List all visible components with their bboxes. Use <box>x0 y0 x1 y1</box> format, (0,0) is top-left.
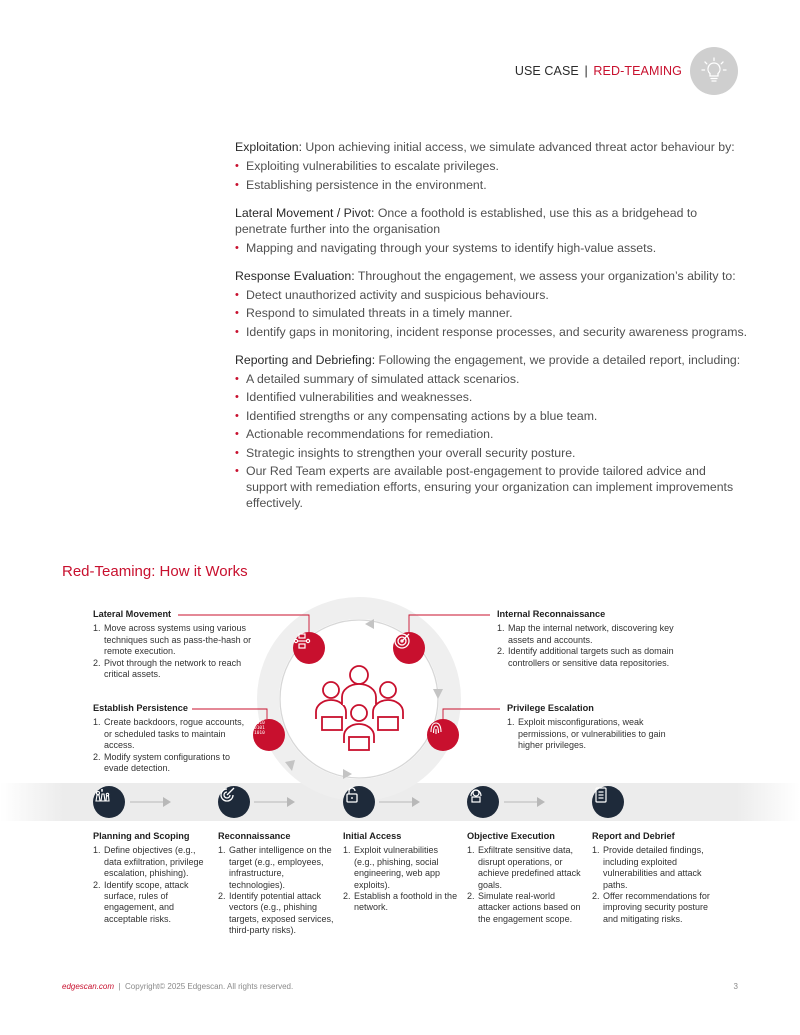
section-lead: Lateral Movement / Pivot: <box>235 205 375 220</box>
team-icon <box>316 666 403 750</box>
section-intro <box>235 268 747 284</box>
step-list <box>343 845 461 913</box>
callout-item: 1. Exploit misconfigurations, weak permissions, or vulnerabilities to gain higher privileges. <box>507 717 666 751</box>
header-label-text: USE CASE <box>514 64 579 78</box>
bullet-item: • Identify gaps in monitoring, incident response processes, and security awareness programs. <box>235 324 747 340</box>
step-item-text: Gather intelligence on the target (e.g., employees, infrastructure, technologies). <box>229 845 332 890</box>
step-item-text: Establish a foothold in the network. <box>354 891 458 913</box>
step-objective-execution <box>467 831 585 925</box>
section-exploitation <box>235 139 747 193</box>
callout-item-text: Move across systems using various techniques such as pass-the-hash or remote execution. <box>104 623 252 657</box>
lightbulb-icon <box>690 47 738 95</box>
svg-text:0101: 0101 <box>254 726 265 731</box>
step-item-text: Exploit vulnerabilities (e.g., phishing, social engineering, web app exploits). <box>354 845 441 890</box>
step-list <box>93 845 211 925</box>
step-list <box>467 845 585 925</box>
step-item-text: Simulate real-world attacker actions based on the engagement scope. <box>478 891 581 924</box>
section-text: Upon achieving initial access, we simulate advanced threat actor behaviour by: <box>302 140 735 154</box>
bullet-item: • Respond to simulated threats in a timely manner. <box>235 305 747 321</box>
callout-item: 2. Pivot through the network to reach critical assets. <box>93 657 242 680</box>
step-item: 2. Establish a foothold in the network. <box>343 891 458 913</box>
page-number: 3 <box>733 982 738 991</box>
step-item: 2. Offer recommendations for improving security posture and mitigating risks. <box>592 891 710 924</box>
bullet-item: • Identified strengths or any compensating actions by a blue team. <box>235 408 747 424</box>
callout-item-text: Identify additional targets such as domain controllers or sensitive data repositories. <box>508 646 674 668</box>
main-content <box>235 139 747 523</box>
step-item-text: Offer recommendations for improving security posture and mitigating risks. <box>603 891 710 924</box>
section-intro <box>235 352 747 368</box>
callout-item: 1. Create backdoors, rogue accounts, or scheduled tasks to maintain access. <box>93 717 245 751</box>
section-lateral-movement <box>235 205 747 256</box>
bullet-item: • Strategic insights to strengthen your overall security posture. <box>235 445 747 461</box>
svg-text:1010: 1010 <box>254 721 265 726</box>
section-text: Once a foothold is established, use this as a bridgehead to penetrate further into the organisation <box>235 205 698 236</box>
step-title: Report and Debrief <box>592 831 675 841</box>
callout-list <box>93 717 253 774</box>
bullet-item: • Exploiting vulnerabilities to escalate privileges. <box>235 158 747 174</box>
bullet-list <box>235 158 747 193</box>
chess-pieces-icon <box>93 786 125 818</box>
step-item-text: Identify scope, attack surface, rules of engagement, and acceptable risks. <box>104 879 189 924</box>
step-item: 1. Gather intelligence on the target (e.g., employees, infrastructure, technologies). <box>218 845 332 890</box>
step-item: 1. Provide detailed findings, including exploited vulnerabilities and attack paths. <box>592 845 704 890</box>
bullet-list <box>235 287 747 340</box>
lateral-movement-icon <box>293 632 325 664</box>
step-list <box>592 845 710 925</box>
step-report-debrief <box>592 831 710 925</box>
section-intro <box>235 139 747 155</box>
callout-title: Establish Persistence <box>93 703 188 713</box>
bullet-list <box>235 240 747 256</box>
callout-item-text: Create backdoors, rogue accounts, or scheduled tasks to maintain access. <box>104 717 245 751</box>
callout-item: 1. Map the internal network, discovering key assets and accounts. <box>497 623 674 645</box>
footer <box>62 982 738 991</box>
red-teaming-diagram <box>0 595 800 965</box>
step-title: Objective Execution <box>467 831 555 841</box>
step-item: 1. Define objectives (e.g., data exfiltration, privilege escalation, phishing). <box>93 845 204 879</box>
section-lead: Reporting and Debriefing: <box>235 352 376 367</box>
callout-item: 2. Modify system configurations to evade detection. <box>93 751 231 774</box>
step-title: Planning and Scoping <box>93 831 190 841</box>
callout-item-text: Pivot through the network to reach critical assets. <box>104 657 242 680</box>
step-item: 1. Exploit vulnerabilities (e.g., phishing, social engineering, web app exploits). <box>343 845 441 890</box>
step-item: 2. Identify scope, attack surface, rules of engagement, and acceptable risks. <box>93 879 189 924</box>
callout-item: 2. Identify additional targets such as domain controllers or sensitive data repositories. <box>497 646 674 668</box>
step-list <box>218 845 336 936</box>
svg-text:1010: 1010 <box>254 731 265 736</box>
target-icon <box>218 786 250 818</box>
bullet-list <box>235 371 747 512</box>
callout-item-text: Modify system configurations to evade detection. <box>104 751 231 774</box>
step-item-text: Define objectives (e.g., data exfiltration, privilege escalation, phishing). <box>104 845 204 879</box>
footer-brand-link[interactable]: edgescan.com <box>62 982 115 991</box>
callout-list <box>497 623 687 669</box>
internal-recon-icon <box>393 632 425 664</box>
fingerprint-icon <box>427 719 459 751</box>
callout-list <box>507 717 682 751</box>
step-title: Initial Access <box>343 831 402 841</box>
step-item-text: Provide detailed findings, including exploited vulnerabilities and attack paths. <box>603 845 704 890</box>
footer-copyright: Copyright© 2025 Edgescan. All rights reserved. <box>125 982 294 991</box>
callout-list <box>93 623 253 680</box>
callout-title: Internal Reconnaissance <box>497 609 606 619</box>
callout-title: Lateral Movement <box>93 609 172 619</box>
bullet-item: • Identified vulnerabilities and weaknesses. <box>235 389 747 405</box>
section-reporting <box>235 352 747 512</box>
callout-item-text: Exploit misconfigurations, weak permissions, or vulnerabilities to gain higher privileges. <box>518 717 666 751</box>
bullet-item: • Detect unauthorized activity and suspicious behaviours. <box>235 287 747 303</box>
hacker-icon <box>467 786 499 818</box>
header-use-case-label <box>515 64 682 78</box>
how-it-works-title: Red-Teaming: How it Works <box>62 563 248 580</box>
section-text: Throughout the engagement, we assess your organization’s ability to: <box>354 268 736 283</box>
bullet-item: • Our Red Team experts are available post-engagement to provide tailored advice and support with remediation efforts, ensuring your organization can implement improvements effectively. <box>235 463 747 511</box>
callout-title: Privilege Escalation <box>507 703 594 713</box>
section-text: Following the engagement, we provide a detailed report, including: <box>375 352 741 367</box>
establish-persistence-icon <box>253 719 285 751</box>
step-item-text: Identify potential attack vectors (e.g., phishing targets, exposed services, third-party risks). <box>229 891 334 936</box>
footer-divider: | <box>116 982 126 991</box>
callout-item: 1. Move across systems using various techniques such as pass-the-hash or remote execution. <box>93 623 252 657</box>
step-item: 2. Simulate real-world attacker actions based on the engagement scope. <box>467 891 581 924</box>
bullet-item: • Mapping and navigating through your systems to identify high-value assets. <box>235 240 747 256</box>
step-item: 1. Exfiltrate sensitive data, disrupt operations, or achieve predefined attack goals. <box>467 845 581 890</box>
unlock-icon <box>343 786 375 818</box>
bullet-item: • A detailed summary of simulated attack scenarios. <box>235 371 747 387</box>
step-planning-scoping <box>93 831 211 925</box>
step-item-text: Exfiltrate sensitive data, disrupt operations, or achieve predefined attack goals. <box>478 845 581 890</box>
section-lead: Response Evaluation: <box>235 268 355 283</box>
header-separator: | <box>584 64 588 78</box>
bullet-item: • Actionable recommendations for remediation. <box>235 426 747 442</box>
callout-privilege-escalation <box>507 703 682 752</box>
callout-item-text: Map the internal network, discovering key assets and accounts. <box>508 623 674 645</box>
report-icon <box>592 786 624 818</box>
bullet-item: • Establishing persistence in the environment. <box>235 177 747 193</box>
step-initial-access <box>343 831 461 914</box>
section-intro <box>235 205 747 237</box>
section-lead: Exploitation: <box>235 140 302 154</box>
step-title: Reconnaissance <box>218 831 291 841</box>
callout-lateral-movement <box>93 609 253 680</box>
section-response-evaluation <box>235 268 747 340</box>
step-item: 2. Identify potential attack vectors (e.g., phishing targets, exposed services, third-party risks). <box>218 891 334 936</box>
header-accent-text: RED-TEAMING <box>593 64 682 78</box>
step-reconnaissance <box>218 831 336 937</box>
callout-internal-recon <box>497 609 687 669</box>
callout-establish-persistence <box>93 703 253 774</box>
